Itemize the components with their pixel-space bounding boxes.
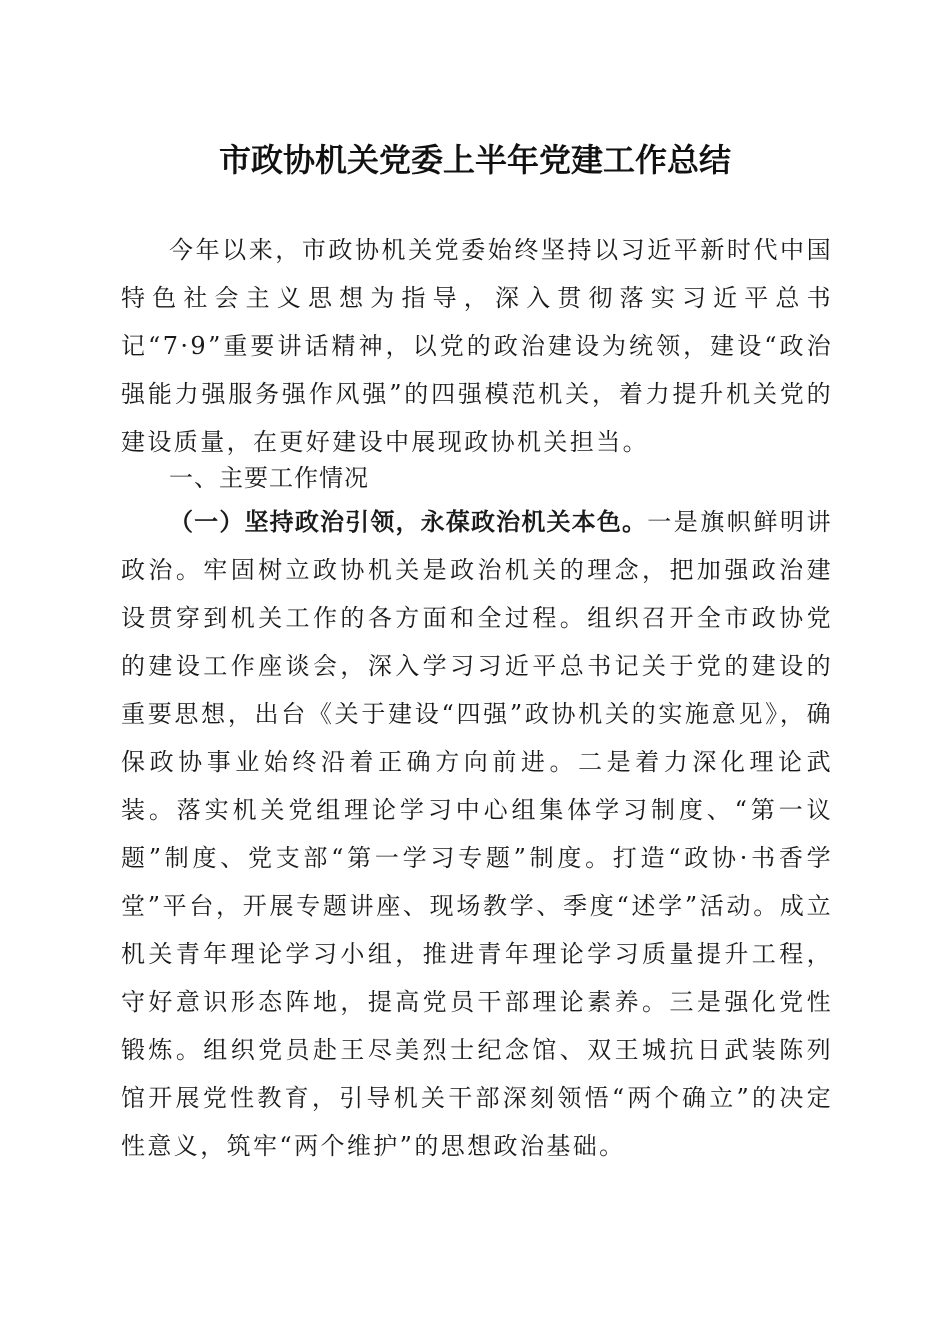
document-title: 市政协机关党委上半年党建工作总结 (218, 141, 731, 179)
section-paragraph-political-leadership (121, 498, 833, 1170)
paragraph-subheading: （一）坚持政治引领，永葆政治机关本色。 (169, 508, 648, 536)
section-heading-main-work: 一、主要工作情况 (169, 464, 369, 492)
intro-paragraph: 今年以来，市政协机关党委始终坚持以习近平新时代中国特色社会主义思想为指导，深入贯彻落实习近平总书记“7·9”重要讲话精神，以党的政治建设为统领，建设“政治强能力强服务强作风强”的四强模范机关，着力提升机关党的建设质量，在更好建设中展现政协机关担当。 (121, 236, 833, 456)
paragraph-body: 一是旗帜鲜明讲政治。牢固树立政协机关是政治机关的理念，把加强政治建设贯穿到机关工作的各方面和全过程。组织召开全市政协党的建设工作座谈会，深入学习习近平总书记关于党的建设的重要思想，出台《关于建设“四强”政协机关的实施意见》，确保政协事业始终沿着正确方向前进。二是着力深化理论武装。落实机关党组理论学习中心组集体学习制度、“第一议题”制度、党支部“第一学习专题”制度。打造“政协·书香学堂”平台，开展专题讲座、现场教学、季度“述学”活动。成立机关青年理论学习小组，推进青年理论学习质量提升工程，守好意识形态阵地，提高党员干部理论素养。三是强化党性锻炼。组织党员赴王尽美烈士纪念馆、双王城抗日武装陈列馆开展党性教育，引导机关干部深刻领悟“两个确立”的决定性意义，筑牢“两个维护”的思想政治基础。 (121, 508, 833, 1160)
